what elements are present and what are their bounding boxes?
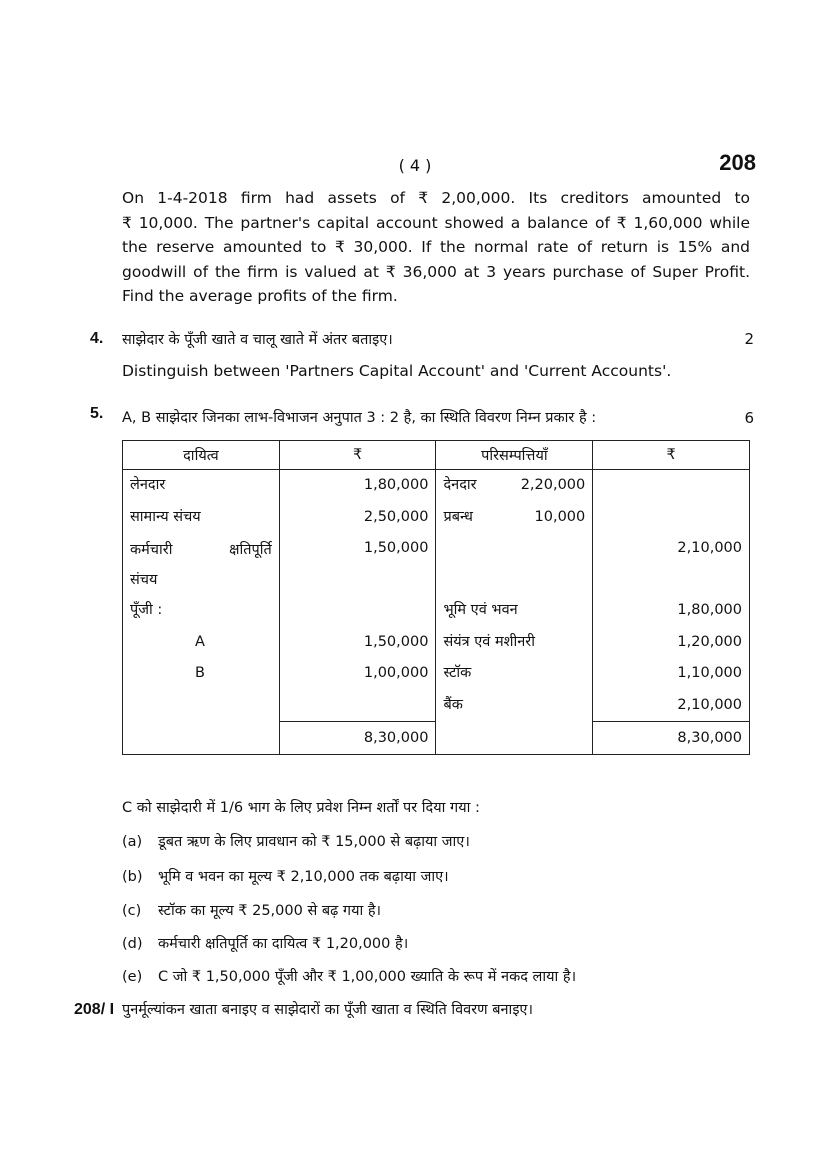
asset-name: बैंक	[436, 690, 593, 722]
condition-text: डूबत ऋण के लिए प्रावधान को ₹ 15,000 से बढ़ाया जाए।	[158, 834, 470, 850]
asset-label: देनदार	[443, 477, 477, 493]
condition-a	[122, 831, 470, 851]
condition-d	[122, 933, 408, 953]
header-rupee-2: ₹	[593, 441, 750, 470]
liability-name-part-c: संचय	[130, 572, 158, 588]
asset-name: स्टॉक	[436, 658, 593, 690]
asset-amount	[593, 502, 750, 534]
table-row	[123, 533, 750, 595]
total-spacer-1	[123, 722, 280, 755]
table-row	[123, 470, 750, 502]
liability-name: पूँजी :	[123, 595, 280, 627]
condition-label: (c)	[122, 903, 142, 919]
table-header-row	[123, 441, 750, 470]
liability-name: B	[123, 658, 280, 690]
liability-name: A	[123, 627, 280, 659]
question-5-hindi: A, B साझेदार जिनका लाभ-विभाजन अनुपात 3 : 2 है, का स्थिति विवरण निम्न प्रकार है :	[122, 410, 597, 426]
asset-name: संयंत्र एवं मशीनरी	[436, 627, 593, 659]
question-5-number: 5.	[90, 405, 104, 422]
condition-label: (e)	[122, 969, 143, 985]
header-liabilities: दायित्व	[123, 441, 280, 470]
asset-amount	[593, 470, 750, 502]
asset-sub-amount: 10,000	[534, 508, 586, 525]
liability-name	[123, 533, 280, 595]
asset-amount: 2,10,000	[593, 690, 750, 722]
asset-amount: 1,10,000	[593, 658, 750, 690]
table-row	[123, 502, 750, 534]
liability-amount	[279, 690, 436, 722]
liability-name: लेनदार	[123, 470, 280, 502]
table-row	[123, 690, 750, 722]
q3-line-2: ₹ 10,000. The partner's capital account showed a balance of ₹ 1,60,000 while	[122, 213, 750, 232]
condition-text: स्टॉक का मूल्य ₹ 25,000 से बढ़ गया है।	[158, 903, 382, 919]
condition-text: C जो ₹ 1,50,000 पूँजी और ₹ 1,00,000 ख्याति के रूप में नकद लाया है।	[158, 969, 577, 985]
total-spacer-2	[436, 722, 593, 755]
asset-name	[436, 470, 593, 502]
condition-label: (d)	[122, 936, 143, 952]
question-4-number: 4.	[90, 330, 104, 347]
liability-amount: 1,00,000	[279, 658, 436, 690]
liability-amount: 2,50,000	[279, 502, 436, 534]
question-4-hindi: साझेदार के पूँजी खाते व चालू खाते में अंतर बताइए।	[122, 332, 393, 348]
condition-text: भूमि व भवन का मूल्य ₹ 2,10,000 तक बढ़ाया जाए।	[158, 869, 449, 885]
liability-amount: 1,50,000	[279, 533, 436, 595]
balance-sheet-table	[122, 440, 750, 755]
question-5-marks: 6	[744, 409, 754, 427]
condition-label: (a)	[122, 834, 143, 850]
liabilities-total: 8,30,000	[279, 722, 436, 755]
condition-label: (b)	[122, 869, 143, 885]
asset-label: प्रबन्ध	[443, 508, 473, 525]
condition-e	[122, 966, 576, 986]
condition-c	[122, 900, 381, 920]
asset-sub-amount: 2,20,000	[520, 477, 586, 493]
asset-amount: 2,10,000	[593, 533, 750, 595]
header-assets: परिसम्पत्तियाँ	[436, 441, 593, 470]
liability-amount: 1,80,000	[279, 470, 436, 502]
liability-name-part-b: क्षतिपूर्ति	[229, 542, 272, 558]
page-number: ( 4 )	[398, 156, 432, 175]
header-rupee-1: ₹	[279, 441, 436, 470]
liability-amount: 1,50,000	[279, 627, 436, 659]
liability-name	[123, 690, 280, 722]
assets-total: 8,30,000	[593, 722, 750, 755]
condition-text: कर्मचारी क्षतिपूर्ति का दायित्व ₹ 1,20,000 है।	[158, 936, 409, 952]
asset-name: भूमि एवं भवन	[436, 595, 593, 627]
footer-code: 208/ I	[74, 1001, 115, 1018]
liability-amount	[279, 595, 436, 627]
question-3-continued-text	[122, 186, 750, 309]
final-instruction: पुनर्मूल्यांकन खाता बनाइए व साझेदारों का पूँजी खाता व स्थिति विवरण बनाइए।	[122, 1002, 533, 1018]
question-4-marks: 2	[744, 330, 754, 348]
condition-b	[122, 866, 449, 886]
asset-amount: 1,20,000	[593, 627, 750, 659]
asset-name	[436, 533, 593, 595]
q3-line-5: Find the average profits of the firm.	[122, 287, 398, 305]
table-row	[123, 627, 750, 659]
liability-name-part-a: कर्मचारी	[130, 542, 173, 558]
table-row	[123, 595, 750, 627]
liability-name: सामान्य संचय	[123, 502, 280, 534]
table-row	[123, 658, 750, 690]
admission-intro: C को साझेदारी में 1/6 भाग के लिए प्रवेश निम्न शर्तों पर दिया गया :	[122, 800, 480, 816]
q3-line-3: the reserve amounted to ₹ 30,000. If the normal rate of return is 15% and	[122, 238, 750, 256]
q3-line-1: On 1-4-2018 firm had assets of ₹ 2,00,000. Its creditors amounted to	[122, 189, 750, 207]
asset-name	[436, 502, 593, 534]
q3-line-4: goodwill of the firm is valued at ₹ 36,000 at 3 years purchase of Super Profit.	[122, 262, 750, 281]
paper-code: 208	[719, 150, 756, 175]
asset-amount: 1,80,000	[593, 595, 750, 627]
question-4-english: Distinguish between 'Partners Capital Account' and 'Current Accounts'.	[122, 362, 672, 380]
table-total-row	[123, 722, 750, 755]
